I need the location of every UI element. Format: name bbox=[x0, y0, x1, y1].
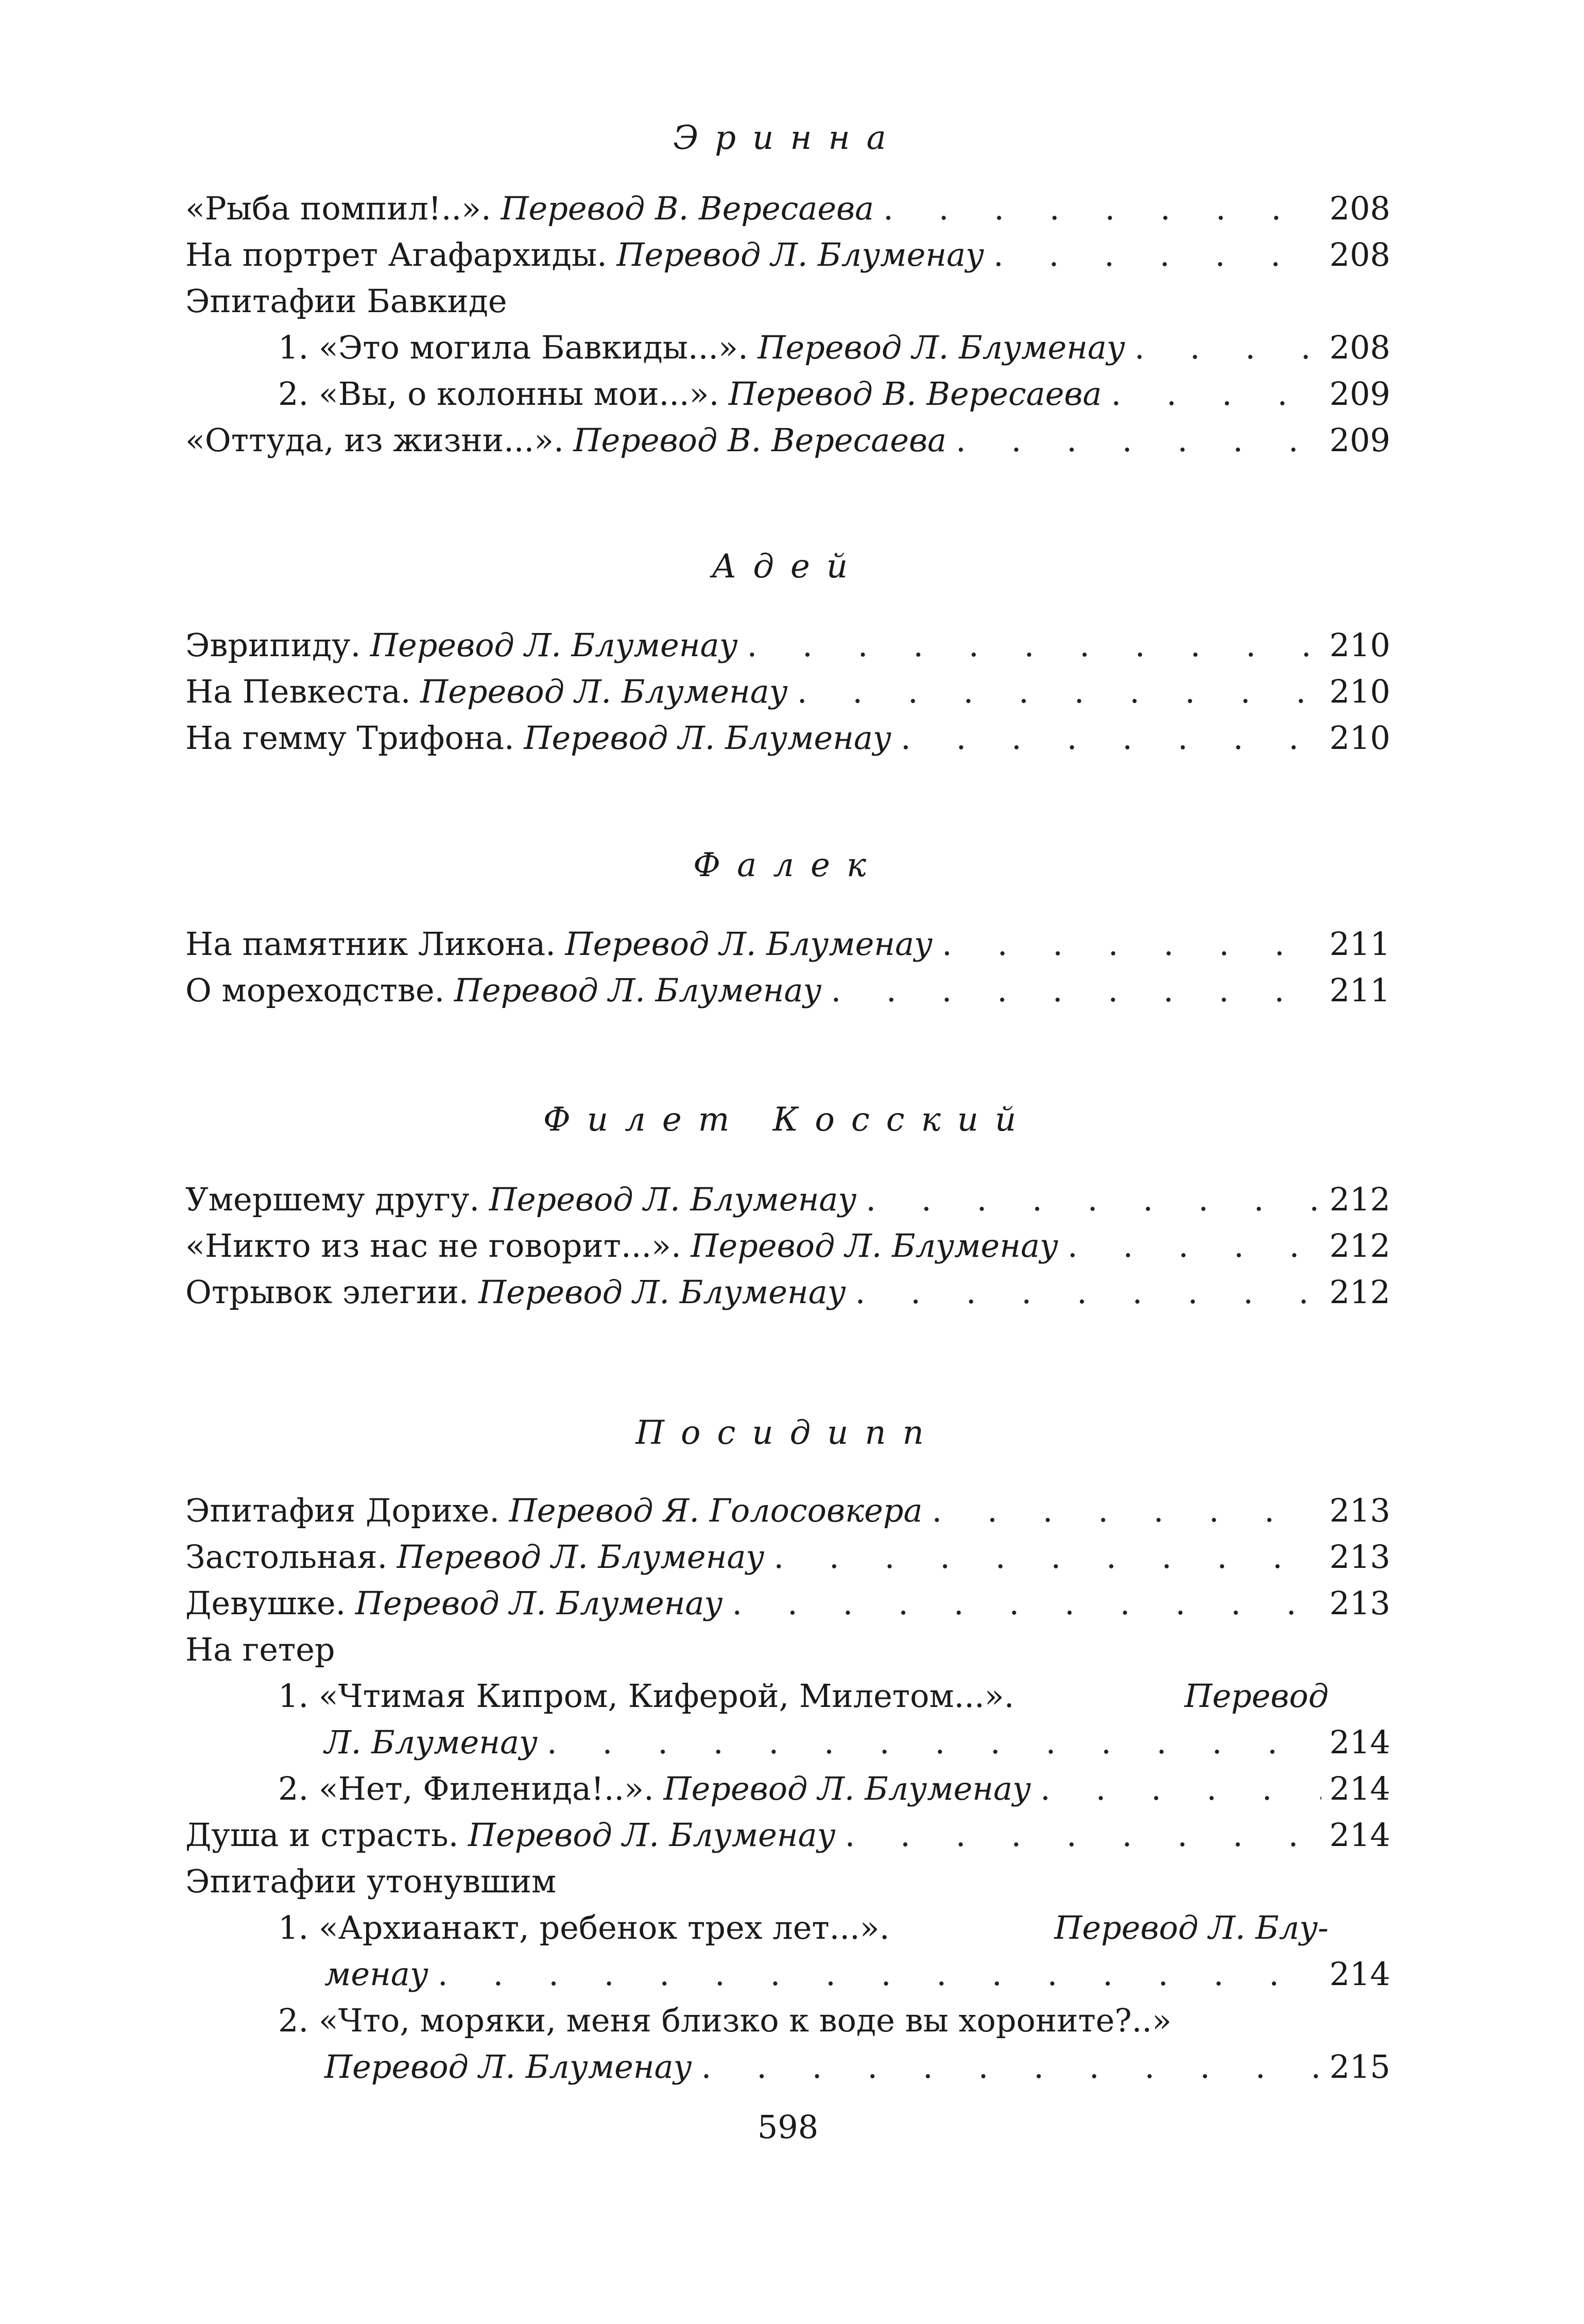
toc-group-heading bbox=[185, 1627, 1390, 1673]
entry-page: 213 bbox=[1329, 1492, 1390, 1529]
toc-entry bbox=[185, 1534, 1390, 1580]
entry-translator: Перевод Л. Блуменау bbox=[489, 1181, 857, 1218]
toc-entry-line bbox=[278, 1997, 1390, 2044]
dot-leader bbox=[855, 1269, 1321, 1315]
entry-title: На портрет Агафархиды. bbox=[185, 236, 607, 274]
entry-page: 212 bbox=[1329, 1227, 1390, 1264]
entry-page: 215 bbox=[1329, 2048, 1390, 2086]
dot-leader bbox=[547, 1719, 1321, 1766]
dot-leader bbox=[942, 921, 1321, 967]
entry-title: «Рыба помпил!..». bbox=[185, 190, 491, 227]
section-title: Эринна bbox=[673, 119, 903, 157]
entry-translator: Перевод Л. Блуменау bbox=[478, 1273, 846, 1311]
entry-translator: Перевод В. Вересаева bbox=[728, 375, 1102, 413]
section-title: Фалек bbox=[693, 846, 883, 884]
toc-entry bbox=[185, 715, 1390, 761]
entry-page: 208 bbox=[1329, 236, 1390, 274]
entry-translator: Перевод В. Вересаева bbox=[573, 421, 947, 459]
dot-leader bbox=[901, 715, 1321, 761]
entry-page: 209 bbox=[1329, 421, 1390, 459]
entry-translator: Перевод Л. Блуменау bbox=[324, 2048, 692, 2086]
dot-leader bbox=[1068, 1223, 1321, 1269]
entry-translator: Перевод Я. Голосовкера bbox=[509, 1492, 923, 1529]
toc-entry bbox=[185, 185, 1390, 232]
entry-title: Эпитафии Бавкиде bbox=[185, 282, 507, 320]
entry-page: 214 bbox=[1329, 1955, 1390, 1993]
section-title: Филет Косский bbox=[543, 1101, 1033, 1139]
dot-leader bbox=[1040, 1766, 1321, 1812]
toc-entry bbox=[278, 1766, 1390, 1812]
dot-leader bbox=[932, 1488, 1321, 1534]
entry-title: 2. «Что, моряки, меня близко к воде вы хороните?..» bbox=[278, 2002, 1172, 2039]
entry-translator: Л. Блуменау bbox=[324, 1723, 538, 1761]
dot-leader bbox=[747, 622, 1321, 669]
entry-page: 211 bbox=[1329, 971, 1390, 1009]
toc-group-heading bbox=[185, 1858, 1390, 1905]
entry-page: 212 bbox=[1329, 1181, 1390, 1218]
toc-entry-continuation bbox=[324, 2044, 1390, 2090]
entry-translator: Перевод bbox=[1184, 1677, 1329, 1715]
entry-title: 1. «Это могила Бавкиды...». bbox=[278, 329, 748, 366]
toc-entry bbox=[185, 232, 1390, 278]
toc-entry bbox=[185, 1812, 1390, 1858]
entry-page: 210 bbox=[1329, 626, 1390, 664]
entry-title: 1. «Чтимая Кипром, Киферой, Милетом...». bbox=[278, 1677, 1014, 1715]
dot-leader bbox=[797, 669, 1321, 715]
toc-entry-continuation bbox=[324, 1719, 1390, 1766]
entry-title: На памятник Ликона. bbox=[185, 925, 556, 963]
entry-page: 208 bbox=[1329, 190, 1390, 227]
entry-title: Эпитафия Дорихе. bbox=[185, 1492, 500, 1529]
toc-entry bbox=[185, 1269, 1390, 1315]
entry-page: 213 bbox=[1329, 1538, 1390, 1576]
dot-leader bbox=[1134, 324, 1321, 371]
entry-page: 211 bbox=[1329, 925, 1390, 963]
entry-title: «Оттуда, из жизни...». bbox=[185, 421, 564, 459]
toc-entry bbox=[185, 669, 1390, 715]
entry-title: 2. «Вы, о колонны мои...». bbox=[278, 375, 719, 413]
dot-leader bbox=[732, 1580, 1321, 1627]
toc-entry-line bbox=[278, 1905, 1390, 1951]
entry-title: О мореходстве. bbox=[185, 971, 445, 1009]
dot-leader bbox=[845, 1812, 1321, 1858]
entry-translator: Перевод Л. Блуменау bbox=[757, 329, 1125, 366]
entry-translator: Перевод Л. Блуменау bbox=[663, 1770, 1031, 1807]
entry-title: Застольная. bbox=[185, 1538, 388, 1576]
entry-title: На Певкеста. bbox=[185, 673, 411, 710]
entry-translator: Перевод Л. Блуменау bbox=[420, 673, 788, 710]
dot-leader bbox=[701, 2044, 1321, 2090]
toc-entry bbox=[278, 324, 1390, 371]
entry-page: 212 bbox=[1329, 1273, 1390, 1311]
entry-translator: Перевод Л. Блуменау bbox=[524, 719, 891, 757]
entry-title: Умершему другу. bbox=[185, 1181, 480, 1218]
section-title: Адей bbox=[711, 548, 865, 586]
entry-translator: Перевод Л. Блуменау bbox=[468, 1816, 836, 1854]
entry-page: 208 bbox=[1329, 329, 1390, 366]
dot-leader bbox=[883, 185, 1321, 232]
page-number: 598 bbox=[757, 2108, 819, 2146]
toc-entry bbox=[185, 622, 1390, 669]
dot-leader bbox=[773, 1534, 1321, 1580]
toc-entry bbox=[185, 417, 1390, 464]
toc-entry bbox=[185, 1176, 1390, 1223]
toc-entry bbox=[278, 371, 1390, 417]
section-title: Посидипп bbox=[635, 1414, 940, 1452]
toc-entry bbox=[185, 1488, 1390, 1534]
dot-leader bbox=[993, 232, 1321, 278]
toc-entry bbox=[185, 1580, 1390, 1627]
entry-translator: Перевод Л. Блуменау bbox=[565, 925, 933, 963]
entry-page: 214 bbox=[1329, 1816, 1390, 1854]
entry-translator: Перевод Л. Блуменау bbox=[616, 236, 985, 274]
entry-translator: Перевод Л. Блуменау bbox=[454, 971, 822, 1009]
entry-title: 2. «Нет, Филенида!..». bbox=[278, 1770, 654, 1807]
toc-entry bbox=[185, 921, 1390, 967]
toc-entry bbox=[185, 1223, 1390, 1269]
toc-entry bbox=[185, 967, 1390, 1014]
entry-title: Отрывок элегии. bbox=[185, 1273, 469, 1311]
entry-title: Девушке. bbox=[185, 1584, 346, 1622]
toc-entry-line bbox=[278, 1673, 1390, 1719]
entry-page: 210 bbox=[1329, 719, 1390, 757]
toc-entry-continuation bbox=[324, 1951, 1390, 1997]
entry-title: Эпитафии утонувшим bbox=[185, 1862, 557, 1900]
dot-leader bbox=[866, 1176, 1321, 1223]
entry-title: На гемму Трифона. bbox=[185, 719, 514, 757]
entry-translator: Перевод Л. Блуменау bbox=[691, 1227, 1058, 1264]
entry-page: 214 bbox=[1329, 1723, 1390, 1761]
entry-title: Эврипиду. bbox=[185, 626, 361, 664]
dot-leader bbox=[1111, 371, 1322, 417]
entry-page: 214 bbox=[1329, 1770, 1390, 1807]
entry-translator: Перевод Л. Блу- bbox=[1054, 1909, 1329, 1946]
entry-page: 210 bbox=[1329, 673, 1390, 710]
entry-title: Душа и страсть. bbox=[185, 1816, 459, 1854]
entry-translator: Перевод Л. Блуменау bbox=[370, 626, 738, 664]
entry-page: 209 bbox=[1329, 375, 1390, 413]
toc-page bbox=[185, 0, 1390, 2324]
entry-translator: менау bbox=[324, 1955, 428, 1993]
entry-title: На гетер bbox=[185, 1631, 335, 1668]
entry-page: 213 bbox=[1329, 1584, 1390, 1622]
dot-leader bbox=[956, 417, 1321, 464]
dot-leader bbox=[831, 967, 1321, 1014]
entry-title: «Никто из нас не говорит...». bbox=[185, 1227, 681, 1264]
entry-translator: Перевод Л. Блуменау bbox=[397, 1538, 765, 1576]
entry-title: 1. «Архианакт, ребенок трех лет...». bbox=[278, 1909, 890, 1946]
entry-translator: Перевод В. Вересаева bbox=[501, 190, 874, 227]
dot-leader bbox=[438, 1951, 1321, 1997]
entry-translator: Перевод Л. Блуменау bbox=[355, 1584, 723, 1622]
toc-group-heading bbox=[185, 278, 1390, 324]
